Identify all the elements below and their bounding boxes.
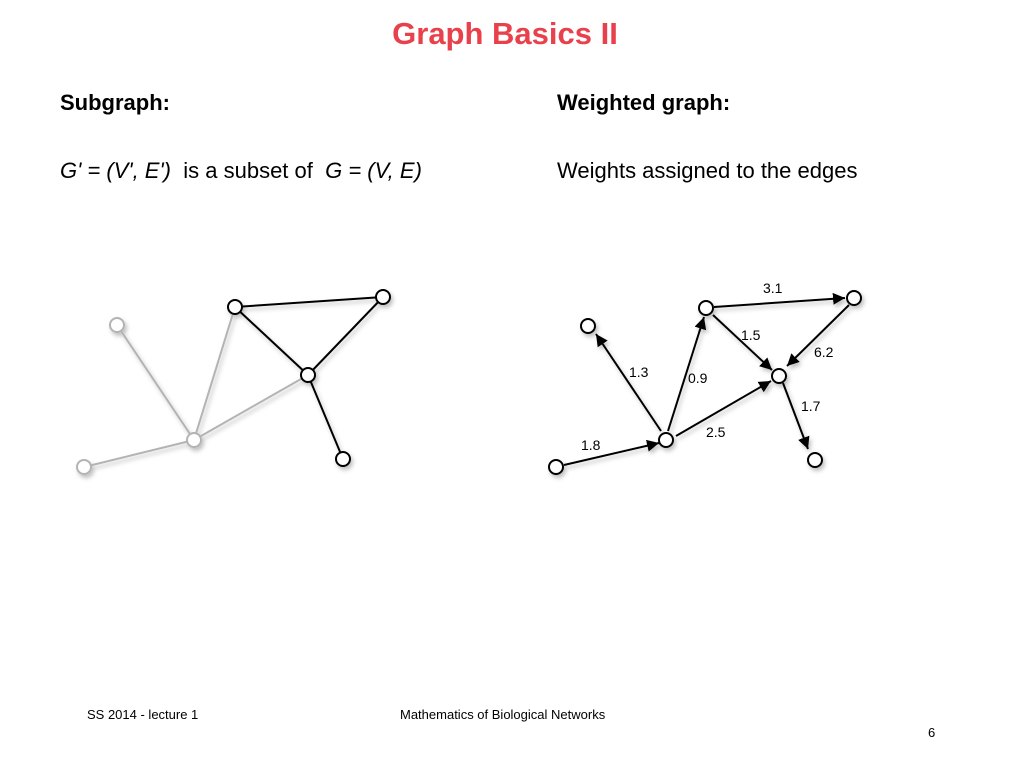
weighted-heading: Weighted graph: (557, 90, 731, 115)
edge-weight-label: 1.3 (629, 364, 649, 380)
edge-weight-label: 1.7 (801, 398, 821, 414)
weighted-node (699, 301, 713, 315)
weighted-edge (596, 334, 661, 431)
weighted-node (549, 460, 563, 474)
faded-node (77, 460, 91, 474)
subgraph-edge (235, 297, 383, 307)
subgraph-edge (308, 375, 343, 459)
faded-edge (84, 440, 194, 467)
weighted-node (659, 433, 673, 447)
weighted-edge (783, 383, 808, 449)
footer-title: Mathematics of Biological Networks (400, 707, 606, 722)
subgraph-edge (235, 307, 308, 375)
weighted-node (808, 453, 822, 467)
subgraph-diagram (77, 290, 390, 474)
subgraph-edge (308, 297, 383, 375)
footer-course: SS 2014 - lecture 1 (87, 707, 199, 722)
weighted-graph-diagram (549, 280, 861, 474)
weighted-description: Weights assigned to the edges (557, 158, 858, 183)
weighted-node (772, 369, 786, 383)
subgraph-node (228, 300, 242, 314)
subgraph-node (336, 452, 350, 466)
edge-weight-label: 2.5 (706, 424, 726, 440)
page-number: 6 (928, 725, 936, 740)
slide-title: Graph Basics II (392, 16, 618, 51)
faded-node (110, 318, 124, 332)
edge-weight-label: 1.8 (581, 437, 601, 453)
subgraph-node (376, 290, 390, 304)
weighted-node (581, 319, 595, 333)
graph-set-notation: G = (V, E) (325, 158, 422, 183)
faded-node (187, 433, 201, 447)
faded-edge (117, 325, 194, 440)
subset-text: is a subset of (183, 158, 313, 183)
edge-weight-label: 3.1 (763, 280, 783, 296)
subgraph-node (301, 368, 315, 382)
edge-weight-label: 6.2 (814, 344, 834, 360)
weighted-edge (714, 298, 845, 307)
edge-weight-label: 0.9 (688, 370, 708, 386)
weighted-edge (564, 443, 659, 465)
subgraph-set-notation: G' = (V', E') (60, 158, 172, 183)
edge-weight-label: 1.5 (741, 327, 761, 343)
subgraph-heading: Subgraph: (60, 90, 170, 115)
weighted-node (847, 291, 861, 305)
